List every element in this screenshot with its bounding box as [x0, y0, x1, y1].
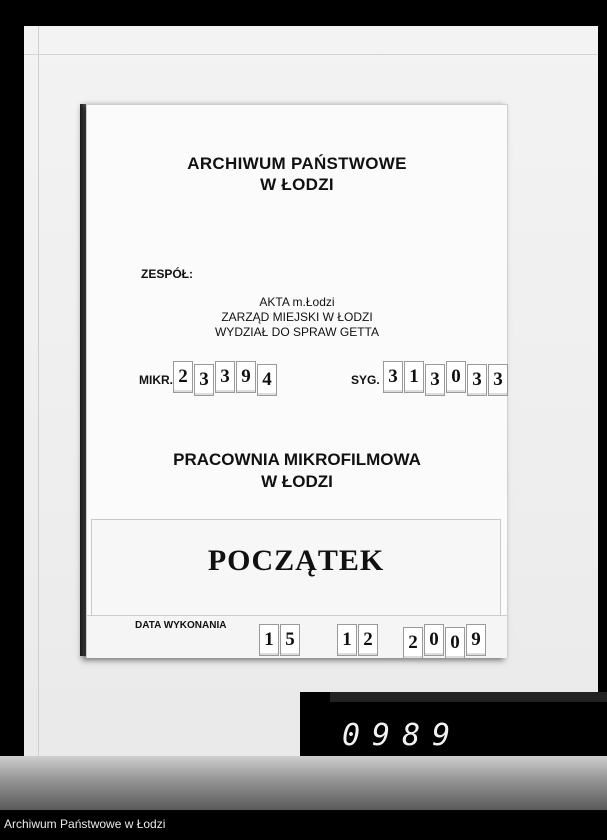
mikr-digit: 4	[257, 364, 277, 396]
mikr-label: MIKR.	[139, 373, 173, 387]
top-crease	[24, 54, 598, 55]
syg-label: SYG.	[351, 373, 380, 387]
date-digit: 1	[337, 624, 357, 656]
lab-title-line1: PRACOWNIA MIKROFILMOWA	[173, 450, 421, 469]
archive-title-line2: W ŁODZI	[260, 175, 334, 194]
date-digit: 9	[466, 624, 486, 656]
mikr-digit: 2	[173, 361, 193, 393]
date-digit: 5	[280, 624, 300, 656]
mikr-digit: 3	[194, 364, 214, 396]
lab-title	[87, 449, 507, 493]
fonds-description	[147, 295, 447, 340]
archive-title-line1: ARCHIWUM PAŃSTWOWE	[187, 154, 407, 173]
date-digit: 1	[259, 624, 279, 656]
date-digit: 0	[424, 624, 444, 656]
lab-title-line2: W ŁODZI	[261, 472, 333, 491]
syg-digit: 1	[404, 361, 424, 393]
archive-title	[87, 153, 507, 195]
mikr-digit: 3	[215, 361, 235, 393]
syg-digit: 0	[446, 361, 466, 393]
syg-digit: 3	[467, 364, 487, 396]
start-marker-box	[91, 519, 501, 616]
mikr-number	[173, 361, 277, 396]
syg-number	[383, 361, 508, 396]
footer-credit: Archiwum Państwowe w Łodzi	[4, 817, 166, 831]
syg-digit: 3	[425, 364, 445, 396]
date-label: DATA WYKONANIA	[135, 620, 227, 631]
frame-counter-panel	[300, 692, 607, 756]
date-month	[337, 624, 378, 656]
fonds-line1: AKTA m.Łodzi	[259, 295, 335, 309]
date-digit: 2	[403, 627, 423, 659]
syg-digit: 3	[383, 361, 403, 393]
date-digit: 2	[358, 624, 378, 656]
counter-stripe	[330, 692, 607, 702]
frame-counter: 0989	[342, 718, 463, 753]
fonds-label: ZESPÓŁ:	[141, 267, 194, 281]
fonds-line3: WYDZIAŁ DO SPRAW GETTA	[214, 325, 379, 339]
film-edge	[0, 756, 607, 810]
microfilm-header-card	[86, 104, 508, 658]
date-day	[259, 624, 300, 656]
footer-bar	[0, 810, 607, 840]
fonds-line2: ZARZĄD MIEJSKI W ŁODZI	[221, 310, 373, 324]
fold-line	[38, 26, 39, 774]
date-year	[403, 624, 486, 659]
date-strip	[87, 615, 507, 658]
syg-digit: 3	[488, 364, 508, 396]
mikr-digit: 9	[236, 361, 256, 393]
date-digit: 0	[445, 627, 465, 659]
start-title: POCZĄTEK	[207, 544, 385, 577]
